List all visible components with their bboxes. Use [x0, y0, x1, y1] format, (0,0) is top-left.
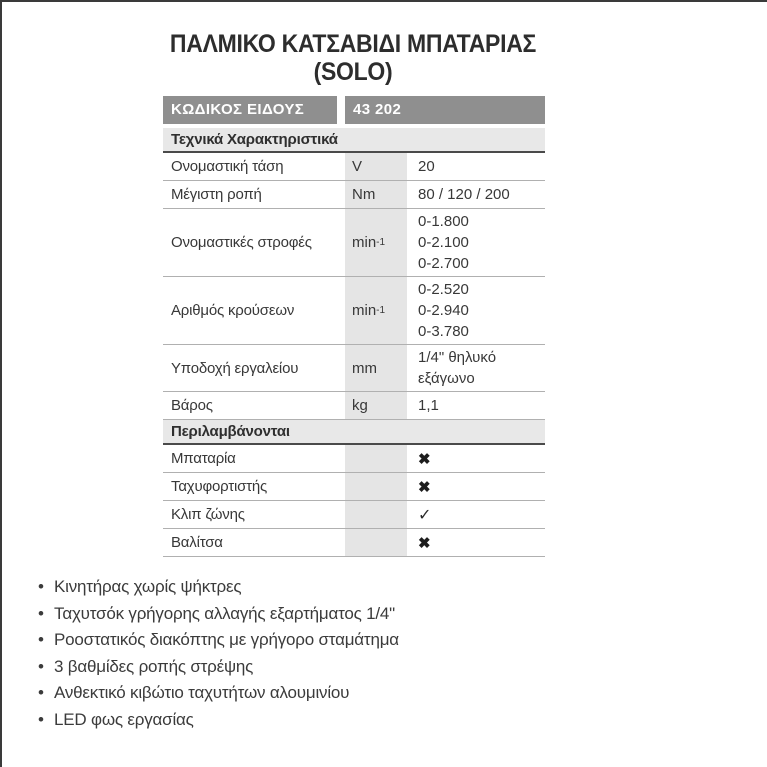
table-row [163, 473, 545, 501]
row-value: 0-2.100 [418, 234, 469, 251]
feature-list [38, 578, 399, 737]
spec-table-body [163, 128, 545, 557]
row-unit-cell [345, 473, 407, 500]
row-value-cell [407, 532, 545, 554]
cross-icon: ✖ [418, 450, 431, 468]
row-unit-cell [345, 181, 407, 208]
row-value: 20 [418, 158, 435, 175]
row-value: 0-1.800 [418, 213, 469, 230]
page-top-edge-line [0, 0, 767, 2]
row-value-cell [407, 503, 545, 527]
feature-item [38, 605, 399, 623]
row-unit-cell [345, 392, 407, 419]
page-left-edge-line [0, 0, 2, 767]
cross-icon: ✖ [418, 534, 431, 552]
row-unit-cell [345, 153, 407, 180]
bullet-icon: • [38, 630, 44, 649]
table-row [163, 153, 545, 181]
table-row [163, 445, 545, 473]
bullet-icon: • [38, 656, 44, 676]
cross-icon: ✖ [418, 478, 431, 496]
table-row [163, 181, 545, 209]
feature-item [38, 578, 399, 596]
row-unit-cell [345, 529, 407, 556]
row-value: 0-2.520 [418, 281, 469, 298]
row-label: Μέγιστη ροπή [171, 186, 262, 203]
row-value-cell [407, 448, 545, 470]
row-unit-cell: min -1 [345, 277, 407, 344]
row-label: Αριθμός κρούσεων [171, 302, 295, 319]
row-value: 0-2.940 [418, 302, 469, 319]
feature-text: Ανθεκτικό κιβώτιο ταχυτήτων αλουμινίου [54, 683, 350, 702]
row-unit-cell [345, 445, 407, 472]
feature-text: 3 βαθμίδες ροπής στρέψης [54, 656, 254, 676]
section-header: Περιλαμβάνονται [163, 420, 545, 445]
page-title-line1: ΠΑΛΜΙΚΟ ΚΑΤΣΑΒΙΔΙ ΜΠΑΤΑΡΙΑΣ [169, 30, 537, 58]
product-code-label: ΚΩΔΙΚΟΣ ΕΙΔΟΥΣ [163, 96, 337, 124]
feature-text: Ροοστατικός διακόπτης με γρήγορο σταμάτημα [54, 630, 399, 649]
table-row [163, 529, 545, 557]
row-unit-cell [345, 501, 407, 528]
bullet-icon: • [38, 709, 44, 729]
row-label: Βάρος [171, 397, 213, 414]
check-icon: ✓ [418, 506, 432, 524]
row-value-cell [407, 277, 545, 344]
page-title [151, 30, 556, 86]
feature-text: Κινητήρας χωρίς ψήκτρες [54, 577, 242, 596]
row-unit: kg [352, 397, 368, 414]
row-value-cell [407, 393, 545, 418]
row-value-cell [407, 154, 545, 179]
table-row [163, 501, 545, 529]
row-unit: Nm [352, 186, 376, 203]
table-row [163, 392, 545, 420]
row-label: Ονομαστικές στροφές [171, 234, 312, 251]
bullet-icon: • [38, 577, 44, 596]
product-code-header [163, 96, 545, 124]
bullet-icon: • [38, 683, 44, 702]
bullet-icon: • [38, 603, 44, 623]
row-unit-cell: min -1 [345, 209, 407, 276]
row-value: 1,1 [418, 397, 439, 414]
spec-table [163, 96, 545, 557]
row-label: Βαλίτσα [171, 534, 223, 551]
row-value: 0-3.780 [418, 323, 469, 340]
row-unit: min [352, 234, 377, 251]
row-label: Ονομαστική τάση [171, 158, 284, 175]
row-value-cell [407, 476, 545, 498]
row-value-cell [407, 345, 545, 391]
table-row [163, 209, 545, 277]
row-value: 80 / 120 / 200 [418, 186, 510, 203]
section-header: Τεχνικά Χαρακτηριστικά [163, 128, 545, 153]
row-unit: V [352, 158, 363, 175]
product-code-value: 43 202 [345, 96, 545, 124]
row-label: Υποδοχή εργαλείου [171, 359, 299, 377]
row-label: Ταχυφορτιστής [171, 478, 268, 495]
feature-item [38, 631, 399, 649]
feature-text: LED φως εργασίας [54, 709, 194, 729]
table-row [163, 345, 545, 392]
row-unit: min [352, 302, 377, 319]
row-label: Κλιπ ζώνης [171, 506, 245, 523]
row-value: 1/4" θηλυκό εξάγωνο [418, 349, 497, 387]
table-row [163, 277, 545, 345]
feature-item [38, 658, 399, 676]
row-label: Μπαταρία [171, 450, 236, 467]
page-title-line2: (SOLO) [313, 58, 393, 86]
row-value-cell [407, 209, 545, 276]
feature-item [38, 684, 399, 702]
row-unit-cell [345, 345, 407, 391]
feature-text: Ταχυτσόκ γρήγορης αλλαγής εξαρτήματος 1/4" [54, 603, 395, 623]
row-unit: mm [352, 359, 377, 377]
feature-item [38, 711, 399, 729]
row-value: 0-2.700 [418, 255, 469, 272]
row-value-cell [407, 182, 545, 207]
